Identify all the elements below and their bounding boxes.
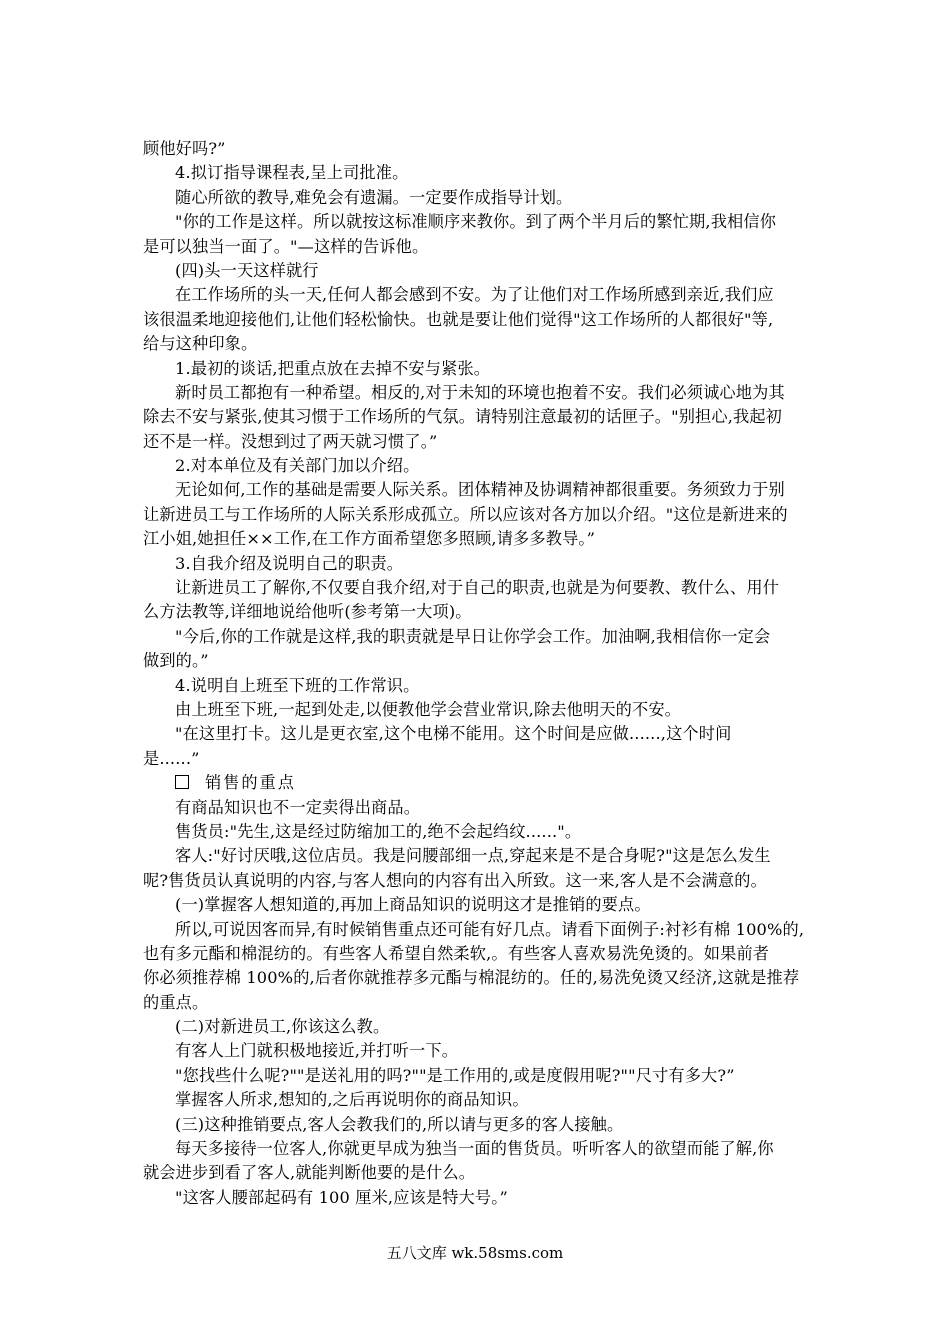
text-line: 4.说明自上班至下班的工作常识。 xyxy=(175,675,420,695)
text-line: "在这里打卡。这儿是更衣室,这个电梯不能用。这个时间是应做......,这个时间 xyxy=(175,724,732,744)
text-line: 该很温柔地迎接他们,让他们轻松愉快。也就是要让他们觉得"这工作场所的人都很好"等, xyxy=(143,309,774,329)
text-line: 也有多元酯和棉混纺的。有些客人希望自然柔软,。有些客人喜欢易洗免烫的。如果前者 xyxy=(143,943,770,963)
text-line: 新时员工都抱有一种希望。相反的,对于未知的环境也抱着不安。我们必须诚心地为其 xyxy=(175,382,785,402)
text-line: 么方法教等,详细地说给他听(参考第一大项)。 xyxy=(143,602,472,622)
text-line: 的重点。 xyxy=(143,992,209,1012)
text-line: 是......” xyxy=(143,748,200,768)
text-line: 无论如何,工作的基础是需要人际关系。团体精神及协调精神都很重要。务须致力于别 xyxy=(175,480,785,500)
section-heading xyxy=(143,771,811,795)
text-line: 有商品知识也不一定卖得出商品。 xyxy=(175,797,421,817)
text-line: "今后,你的工作就是这样,我的职责就是早日让你学会工作。加油啊,我相信你一定会 xyxy=(175,626,771,646)
text-line: (四)头一天这样就行 xyxy=(175,260,319,280)
text-line: 客人:"好讨厌哦,这位店员。我是问腰部细一点,穿起来是不是合身呢?"这是怎么发生 xyxy=(175,846,771,866)
text-line: "您找些什么呢?""是送礼用的吗?""是工作用的,或是度假用呢?""尺寸有多大?” xyxy=(175,1065,735,1085)
text-line: 给与这种印象。 xyxy=(143,334,258,354)
text-line: 江小姐,她担任××工作,在工作方面希望您多照顾,请多多教导。” xyxy=(143,529,596,549)
text-line: 随心所欲的教导,难免会有遗漏。一定要作成指导计划。 xyxy=(175,187,573,207)
text-line: 顾他好吗?” xyxy=(143,139,226,158)
text-line: 2.对本单位及有关部门加以介绍。 xyxy=(175,456,420,476)
document-body xyxy=(143,137,811,1210)
text-line: 是可以独当一面了。"—这样的告诉他。 xyxy=(143,236,429,256)
text-line: 1.最初的谈话,把重点放在去掉不安与紧张。 xyxy=(175,358,491,378)
text-line: 3.自我介绍及说明自己的职责。 xyxy=(175,553,404,573)
text-line: 每天多接待一位客人,你就更早成为独当一面的售货员。听听客人的欲望而能了解,你 xyxy=(175,1139,774,1159)
text-line: 有客人上门就积极地接近,并打听一下。 xyxy=(175,1041,459,1061)
text-line: 所以,可说因客而异,有时候销售重点还可能有好几点。请看下面例子:衬衫有棉 100%的, xyxy=(175,919,805,939)
text-line: 就会进步到看了客人,就能判断他要的是什么。 xyxy=(143,1163,476,1183)
section-heading-text: 销售的重点 xyxy=(205,773,296,793)
text-line: 除去不安与紧张,使其习惯于工作场所的气氛。请特别注意最初的话匣子。"别担心,我起初 xyxy=(143,407,783,427)
text-line: 呢?售货员认真说明的内容,与客人想向的内容有出入所致。这一来,客人是不会满意的。 xyxy=(143,870,767,890)
text-line: (二)对新进员工,你该这么教。 xyxy=(175,1017,390,1037)
text-line: 还不是一样。没想到过了两天就习惯了。” xyxy=(143,431,438,451)
text-line: 由上班至下班,一起到处走,以便教他学会营业常识,除去他明天的不安。 xyxy=(175,699,682,719)
text-line: "这客人腰部起码有 100 厘米,应该是特大号。” xyxy=(175,1187,508,1207)
text-line: 让新进员工与工作场所的人际关系形成孤立。所以应该对各方加以介绍。"这位是新进来的 xyxy=(143,504,788,524)
text-line: 售货员:"先生,这是经过防缩加工的,绝不会起绉纹......"。 xyxy=(175,821,582,841)
text-line: 在工作场所的头一天,任何人都会感到不安。为了让他们对工作场所感到亲近,我们应 xyxy=(175,285,774,305)
checkbox-square-icon xyxy=(175,775,189,789)
text-line: 4.拟订指导课程表,呈上司批准。 xyxy=(175,163,409,183)
text-line: 做到的。” xyxy=(143,651,209,671)
text-line: 掌握客人所求,想知的,之后再说明你的商品知识。 xyxy=(175,1090,529,1110)
text-line: 让新进员工了解你,不仅要自我介绍,对于自己的职责,也就是为何要教、教什么、用什 xyxy=(175,578,780,598)
text-line: (三)这种推销要点,客人会教我们的,所以请与更多的客人接触。 xyxy=(175,1114,624,1134)
text-line: "你的工作是这样。所以就按这标准顺序来教你。到了两个半月后的繁忙期,我相信你 xyxy=(175,212,777,232)
footer-watermark: 五八文库 wk.58sms.com xyxy=(386,1244,564,1262)
text-line: (一)掌握客人想知道的,再加上商品知识的说明这才是推销的要点。 xyxy=(175,895,651,915)
text-line: 你必须推荐棉 100%的,后者你就推荐多元酯与棉混纺的。任的,易洗免烫又经济,这就是推荐 xyxy=(143,968,800,988)
